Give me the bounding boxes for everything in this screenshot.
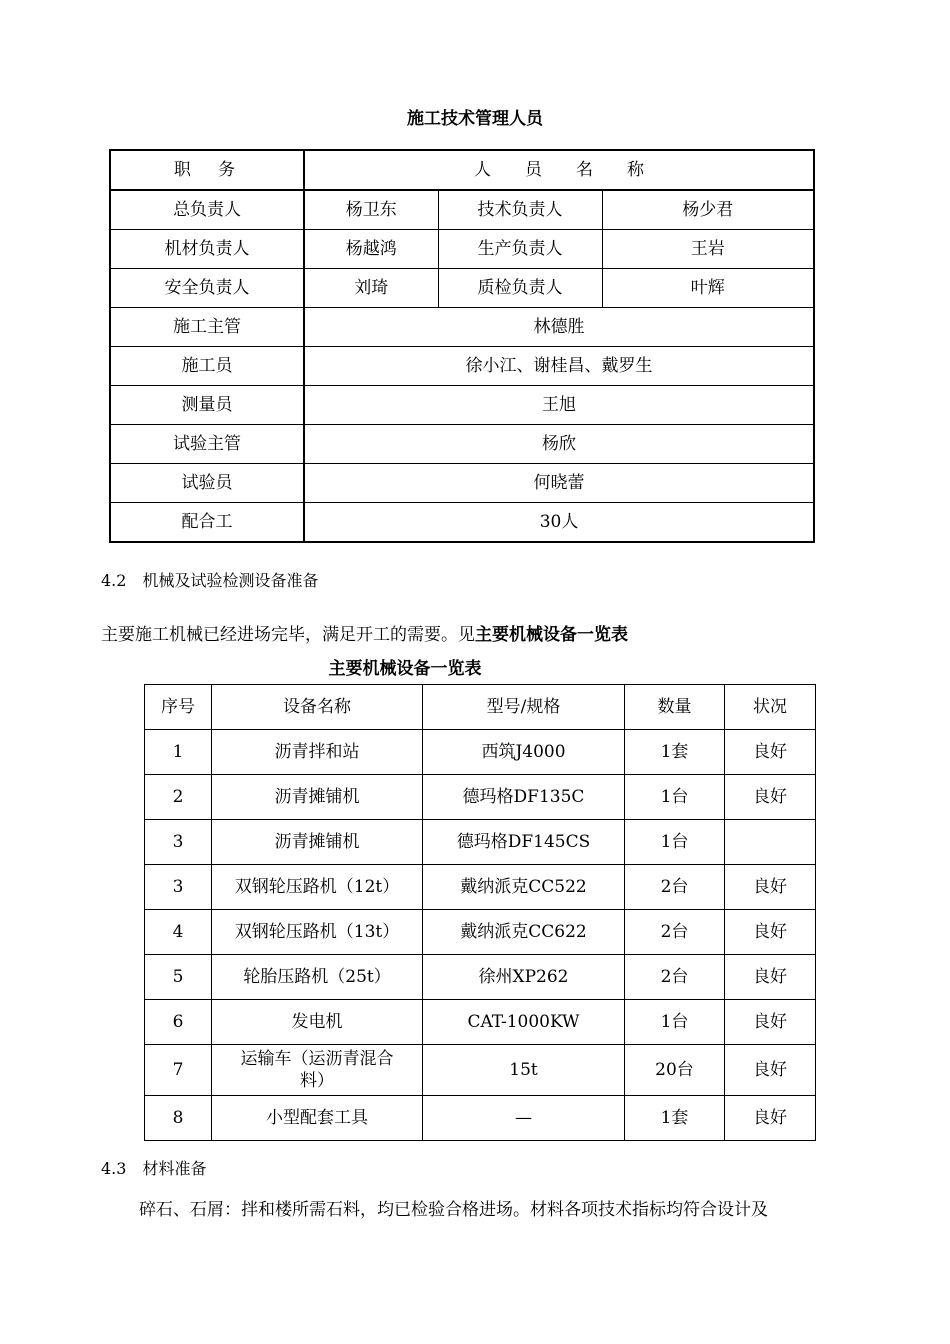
- header-quantity: 数量: [625, 685, 725, 730]
- staff-row: [110, 503, 814, 543]
- staff-role: 安全负责人: [110, 269, 304, 308]
- equipment-row: [145, 910, 816, 955]
- equipment-header-row: [145, 685, 816, 730]
- staff-names: 王旭: [304, 386, 814, 425]
- cell-name: 双钢轮压路机（12t）: [212, 865, 423, 910]
- cell-model: 西筑J4000: [423, 730, 625, 775]
- cell-index: 2: [145, 775, 212, 820]
- cell-name: 发电机: [212, 1000, 423, 1045]
- cell-model: 徐州XP262: [423, 955, 625, 1000]
- cell-quantity: 2台: [625, 865, 725, 910]
- staff-row: [110, 386, 814, 425]
- cell-model: —: [423, 1096, 625, 1141]
- cell-status: [725, 820, 816, 865]
- staff-role: 机材负责人: [110, 230, 304, 269]
- staff-row: [110, 269, 814, 308]
- staff-name-2: 王岩: [602, 230, 814, 269]
- staff-names: 徐小江、谢桂昌、戴罗生: [304, 347, 814, 386]
- cell-quantity: 1套: [625, 1096, 725, 1141]
- staff-name-2: 叶辉: [602, 269, 814, 308]
- staff-role: 试验员: [110, 464, 304, 503]
- staff-role: 施工主管: [110, 308, 304, 347]
- staff-table-title: 施工技术管理人员: [407, 109, 543, 129]
- staff-role: 试验主管: [110, 425, 304, 464]
- cell-quantity: 1台: [625, 775, 725, 820]
- cell-index: 3: [145, 865, 212, 910]
- staff-role-2: 生产负责人: [438, 230, 602, 269]
- cell-name: 轮胎压路机（25t）: [212, 955, 423, 1000]
- equipment-table-title: 主要机械设备一览表: [328, 659, 482, 679]
- cell-model: 戴纳派克CC622: [423, 910, 625, 955]
- cell-name: 小型配套工具: [212, 1096, 423, 1141]
- cell-index: 3: [145, 820, 212, 865]
- staff-names: 杨欣: [304, 425, 814, 464]
- staff-name-2: 杨少君: [602, 190, 814, 230]
- header-status: 状况: [725, 685, 816, 730]
- staff-role: 测量员: [110, 386, 304, 425]
- section-heading-4-2: 4.2 机械及试验检测设备准备: [101, 571, 319, 590]
- cell-status: 良好: [725, 730, 816, 775]
- materials-paragraph: 碎石、石屑：拌和楼所需石料，均已检验合格进场。材料各项技术指标均符合设计及: [139, 1200, 768, 1220]
- cell-quantity: 1台: [625, 820, 725, 865]
- staff-role: 施工员: [110, 347, 304, 386]
- cell-index: 1: [145, 730, 212, 775]
- cell-status: 良好: [725, 1096, 816, 1141]
- header-role: 职 务: [110, 150, 304, 190]
- equipment-row: [145, 865, 816, 910]
- staff-table: [109, 149, 815, 543]
- header-index: 序号: [145, 685, 212, 730]
- staff-row: [110, 464, 814, 503]
- paragraph-text: 主要施工机械已经进场完毕，满足开工的需要。见: [101, 625, 475, 645]
- cell-status: 良好: [725, 865, 816, 910]
- staff-names: 30人: [304, 503, 814, 543]
- machinery-paragraph: [101, 620, 628, 645]
- section-heading-4-3: 4.3 材料准备: [101, 1159, 207, 1178]
- equipment-row: [145, 775, 816, 820]
- staff-row: [110, 308, 814, 347]
- cell-model: 德玛格DF145CS: [423, 820, 625, 865]
- cell-status: 良好: [725, 955, 816, 1000]
- equipment-row: [145, 1045, 816, 1096]
- cell-index: 4: [145, 910, 212, 955]
- staff-row: [110, 190, 814, 230]
- staff-role-2: 质检负责人: [438, 269, 602, 308]
- staff-name: 杨越鸿: [304, 230, 438, 269]
- staff-row: [110, 347, 814, 386]
- cell-model: 德玛格DF135C: [423, 775, 625, 820]
- equipment-row: [145, 955, 816, 1000]
- staff-name: 刘琦: [304, 269, 438, 308]
- staff-name: 杨卫东: [304, 190, 438, 230]
- cell-name: 沥青摊铺机: [212, 775, 423, 820]
- cell-name: 沥青拌和站: [212, 730, 423, 775]
- cell-model: 15t: [423, 1045, 625, 1096]
- cell-model: 戴纳派克CC522: [423, 865, 625, 910]
- staff-names: 何晓蕾: [304, 464, 814, 503]
- cell-quantity: 2台: [625, 955, 725, 1000]
- cell-index: 7: [145, 1045, 212, 1096]
- header-name: 设备名称: [212, 685, 423, 730]
- cell-model: CAT-1000KW: [423, 1000, 625, 1045]
- equipment-row: [145, 1000, 816, 1045]
- cell-index: 8: [145, 1096, 212, 1141]
- cell-index: 6: [145, 1000, 212, 1045]
- staff-role: 总负责人: [110, 190, 304, 230]
- staff-row: [110, 230, 814, 269]
- cell-name: 运输车（运沥青混合料）: [212, 1045, 423, 1096]
- staff-role-2: 技术负责人: [438, 190, 602, 230]
- cell-name: 双钢轮压路机（13t）: [212, 910, 423, 955]
- staff-row: [110, 425, 814, 464]
- cell-quantity: 1台: [625, 1000, 725, 1045]
- staff-role: 配合工: [110, 503, 304, 543]
- equipment-row: [145, 1096, 816, 1141]
- cell-status: 良好: [725, 1045, 816, 1096]
- equipment-row: [145, 820, 816, 865]
- cell-name: 沥青摊铺机: [212, 820, 423, 865]
- header-model: 型号/规格: [423, 685, 625, 730]
- equipment-row: [145, 730, 816, 775]
- staff-table-header-row: [110, 150, 814, 190]
- cell-status: 良好: [725, 775, 816, 820]
- cell-quantity: 2台: [625, 910, 725, 955]
- cell-quantity: 1套: [625, 730, 725, 775]
- staff-names: 林德胜: [304, 308, 814, 347]
- equipment-table: [144, 684, 816, 1141]
- cell-quantity: 20台: [625, 1045, 725, 1096]
- cell-status: 良好: [725, 910, 816, 955]
- header-names: 人 员 名 称: [304, 150, 814, 190]
- paragraph-bold-reference: 主要机械设备一览表: [475, 625, 628, 645]
- cell-status: 良好: [725, 1000, 816, 1045]
- cell-index: 5: [145, 955, 212, 1000]
